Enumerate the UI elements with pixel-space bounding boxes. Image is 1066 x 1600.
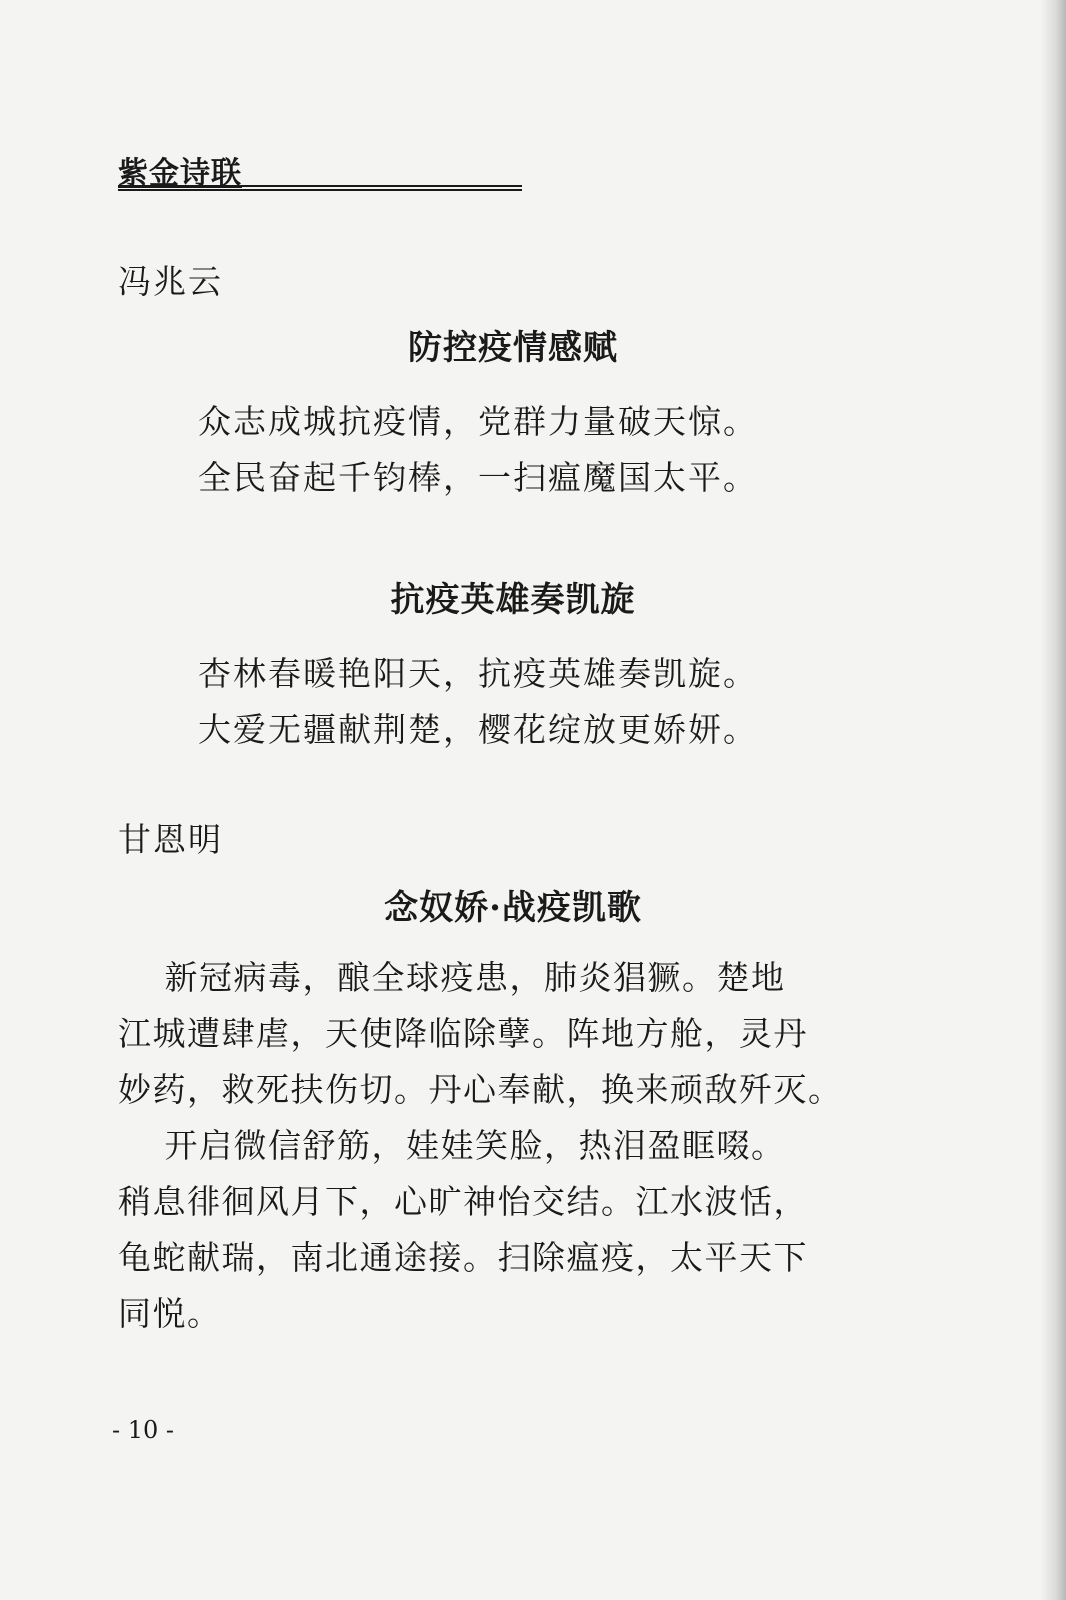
poem-body-line: 龟蛇献瑞，南北通途接。扫除瘟疫，太平天下	[118, 1238, 808, 1277]
author-name: 冯兆云	[118, 262, 223, 301]
poem-body-line: 稍息徘徊风月下，心旷神怡交结。江水波恬，	[118, 1182, 808, 1221]
poem-title: 抗疫英雄奏凯旋	[390, 580, 636, 620]
poem-body-line: 同悦。	[118, 1294, 222, 1333]
poem-body-line: 新冠病毒，酿全球疫患，肺炎猖獗。楚地	[118, 958, 786, 997]
poem-title: 念奴娇·战疫凯歌	[384, 888, 642, 928]
poem-body-line: 开启微信舒筋，娃娃笑脸，热泪盈眶啜。	[118, 1126, 786, 1165]
poem-line: 大爱无疆献荆楚，樱花绽放更娇妍。	[198, 710, 758, 749]
poem-body	[118, 950, 908, 1342]
running-header-title: 紫金诗联	[118, 156, 242, 191]
poem-line: 杏林春暖艳阳天，抗疫英雄奏凯旋。	[198, 654, 758, 693]
page-edge-shadow	[1040, 0, 1066, 1600]
poem-line: 全民奋起千钧棒，一扫瘟魔国太平。	[198, 458, 758, 497]
header-double-rule	[118, 185, 522, 191]
author-name: 甘恩明	[118, 820, 223, 859]
poem-title: 防控疫情感赋	[408, 328, 618, 368]
poem-line: 众志成城抗疫情，党群力量破天惊。	[198, 402, 758, 441]
poem-body-line: 江城遭肆虐，天使降临除孽。阵地方舱，灵丹	[118, 1014, 808, 1053]
poem-body-line: 妙药，救死扶伤切。丹心奉献，换来顽敌歼灭。	[118, 1070, 843, 1109]
page-number: - 10 -	[112, 1416, 175, 1444]
